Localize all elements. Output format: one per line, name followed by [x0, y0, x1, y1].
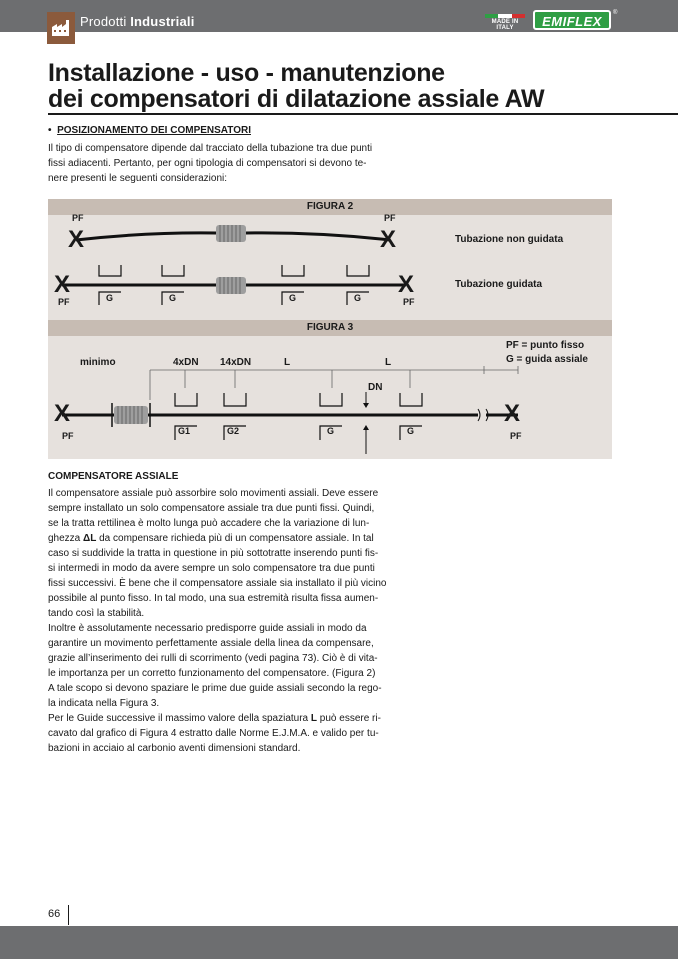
line16-prefix: Per le Guide successive il massimo valore della spaziatura	[48, 713, 309, 724]
dim-4xdn: 4xDN	[173, 357, 199, 368]
guide-label: G	[327, 426, 335, 436]
section2-line: caso si suddivide la tratta in questione in più sottotratte inserendo punti fis-	[48, 548, 379, 559]
page-number: 66	[48, 908, 61, 920]
dn-label: DN	[368, 382, 383, 393]
fixed-point-x-icon: X	[380, 226, 397, 253]
section2-line: fissi successivi. È bene che il compensatore assiale sia installato il più vicino	[48, 578, 387, 589]
section2-line: Inoltre è assolutamente necessario predisporre guide assiali in modo da	[48, 623, 367, 634]
dim-l: L	[385, 357, 392, 368]
title-underline	[48, 113, 678, 115]
pf-label: PF	[62, 431, 74, 441]
page-number-separator	[68, 905, 69, 925]
section2-line: sempre installato un solo compensatore assiale tra due punti fissi. Quindi,	[48, 503, 375, 514]
section1-line: nere presenti le seguenti considerazioni:	[48, 173, 227, 184]
guide-label-g1: G1	[178, 426, 191, 436]
section1-heading-text: POSIZIONAMENTO DEI COMPENSATORI	[57, 125, 251, 136]
page-title	[48, 60, 544, 112]
section1-body	[48, 141, 372, 186]
section2-line	[48, 711, 387, 726]
section2-line: le importanza per un corretto funzionamento del compensatore. (Figura 2)	[48, 668, 376, 679]
fixed-point-x-icon: X	[54, 400, 71, 427]
bullet: •	[48, 125, 52, 136]
section2-line: tando così la stabilità.	[48, 608, 145, 619]
legend-pf: PF = punto fisso	[506, 340, 585, 351]
section2-line: garantire un movimento perfettamente assiale della linea da compensare,	[48, 638, 374, 649]
footer-bar	[0, 926, 678, 959]
section2-heading: COMPENSATORE ASSIALE	[48, 471, 179, 482]
pf-label: PF	[72, 213, 84, 223]
line4-prefix: ghezza	[48, 533, 81, 544]
figure2-diagram	[48, 199, 612, 320]
section2-line: cavato dal grafico di Figura 4 estratto dalle Norme E.J.M.A. e valido per tu-	[48, 728, 379, 739]
section2-line: la indicata nella Figura 3.	[48, 698, 160, 709]
brand-logo	[533, 10, 611, 30]
legend-g: G = guida assiale	[506, 354, 588, 365]
spacing-l-symbol: L	[310, 713, 318, 724]
delta-l-symbol: ΔL	[83, 533, 97, 544]
section2-body	[48, 486, 387, 756]
page-title-line1: Installazione - uso - manutenzione	[48, 59, 445, 87]
section2-line: si intermedi in modo da avere sempre un solo compensatore tra due punti	[48, 563, 375, 574]
pf-label: PF	[58, 297, 70, 307]
section2-line: A tale scopo si devono spaziare le prime due guide assiali secondo la rego-	[48, 683, 382, 694]
figure2-heading: FIGURA 2	[48, 199, 612, 215]
section2-line: possibile al punto fisso. In tal modo, una sua estremità risulta fissa aumen-	[48, 593, 379, 604]
registered-mark: ®	[613, 10, 618, 16]
line16-suffix: può essere ri-	[319, 713, 381, 724]
pf-label: PF	[384, 213, 396, 223]
dim-14xdn: 14xDN	[220, 357, 252, 368]
section1-line: fissi adiacenti. Pertanto, per ogni tipologia di compensatori si devono te-	[48, 158, 367, 169]
pf-label: PF	[403, 297, 415, 307]
section2-line: bazioni in acciaio al carbonio aventi dimensioni standard.	[48, 743, 301, 754]
figure3-panel	[48, 320, 612, 459]
line4-rest: da compensare richieda più di un compensatore assiale. In tal	[99, 533, 374, 544]
figure2-panel	[48, 199, 612, 320]
section2-line: se la tratta rettilinea è molto lunga può accadere che la variazione di lun-	[48, 518, 370, 529]
guide-label: G	[354, 293, 362, 303]
factory-icon	[51, 19, 71, 37]
section2-line	[48, 531, 387, 546]
label-guided: Tubazione guidata	[455, 279, 543, 290]
dim-minimo: minimo	[80, 357, 116, 368]
section1-heading	[48, 125, 251, 136]
guide-label: G	[289, 293, 297, 303]
section1-line: Il tipo di compensatore dipende dal tracciato della tubazione tra due punti	[48, 143, 373, 154]
guide-label: G	[407, 426, 415, 436]
pf-label: PF	[510, 431, 522, 441]
fixed-point-x-icon: X	[504, 400, 521, 427]
guide-label: G	[106, 293, 114, 303]
fixed-point-x-icon: X	[68, 226, 85, 253]
section2-line: Il compensatore assiale può assorbire solo movimenti assiali. Deve essere	[48, 488, 379, 499]
made-in-italy-badge	[483, 14, 527, 31]
section-title-light: Prodotti	[80, 14, 127, 29]
factory-badge	[47, 12, 75, 44]
fixed-point-x-icon: X	[398, 271, 415, 298]
guide-label-g2: G2	[227, 426, 240, 436]
brand-name: EMIFLEX	[542, 14, 602, 29]
page-title-line2: dei compensatori di dilatazione assiale AW	[48, 85, 545, 113]
section2-line: grazie all’inserimento dei rulli di scorrimento (vedi pagina 73). Ciò è di vita-	[48, 653, 378, 664]
made-in-italy-text: MADE IN ITALY	[491, 19, 519, 31]
italian-flag-icon	[485, 14, 525, 18]
figure3-heading: FIGURA 3	[48, 320, 612, 336]
guide-label: G	[169, 293, 177, 303]
fixed-point-x-icon: X	[54, 271, 71, 298]
dim-l: L	[284, 357, 291, 368]
label-not-guided: Tubazione non guidata	[455, 234, 564, 245]
section-title	[80, 14, 195, 29]
section-title-bold: Industriali	[130, 14, 195, 29]
